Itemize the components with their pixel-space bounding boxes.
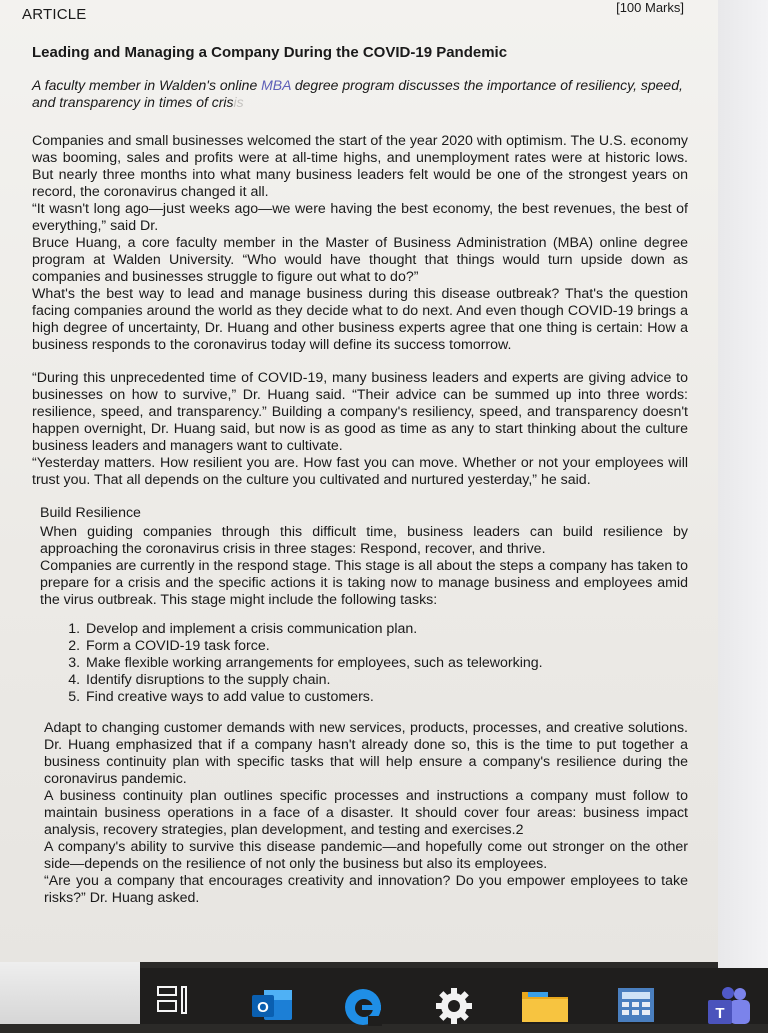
lede-faded: is	[233, 94, 244, 110]
article-title: Leading and Managing a Company During the COVID-19 Pandemic	[32, 44, 508, 61]
paragraph: Companies and small businesses welcomed the start of the year 2020 with optimism. The U.S. economy was booming, sales and profits were at all-time highs, and unemployment rates were at historic lows. But nearly three months into what many business leaders felt would be one of the strongest years on record, the coronavirus changed it all.	[32, 133, 688, 200]
article-lede	[32, 77, 688, 111]
marks-label: [100 Marks]	[616, 0, 684, 15]
section-heading: Build Resilience	[40, 505, 141, 521]
edge-icon[interactable]	[342, 986, 384, 1028]
file-explorer-icon[interactable]	[520, 986, 570, 1024]
task-view-icon[interactable]	[157, 986, 187, 1014]
calculator-icon[interactable]	[616, 986, 656, 1024]
paragraph: “Yesterday matters. How resilient you are. How fast you can move. Whether or not your employees will trust you. That all depends on the culture you cultivated and nurtured yesterday,” he said.	[32, 455, 688, 488]
svg-text:T: T	[715, 1005, 725, 1022]
settings-gear-icon[interactable]	[434, 986, 474, 1026]
paragraph: “Are you a company that encourages creativity and innovation? Do you empower employees to take risks?” Dr. Huang asked.	[44, 873, 688, 906]
paragraph: A company's ability to survive this disease pandemic—and hopefully come out stronger on the other side—depends on the resilience of not only the business but also its employees.	[44, 839, 688, 872]
paragraph: “It wasn't long ago—just weeks ago—we were having the best economy, the best revenues, the best of everything,” said Dr.	[32, 201, 688, 234]
outlook-icon[interactable]	[250, 986, 294, 1024]
document-header	[22, 0, 688, 32]
paragraph: Companies are currently in the respond stage. This stage is all about the steps a company has taken to prepare for a crisis and the specific actions it is taking now to manage business and employees amid the virus outbreak. This stage might include the following tasks:	[40, 558, 689, 608]
monitor-bezel-left	[0, 960, 140, 1024]
article-label: ARTICLE	[22, 6, 87, 23]
list-item: 1. Develop and implement a crisis communication plan.	[84, 621, 688, 638]
lede-mba: MBA	[261, 77, 291, 93]
paragraph: Bruce Huang, a core faculty member in the Master of Business Administration (MBA) online degree program at Walden University. “Who would have thought that things would turn upside down as companies and businesses struggle to figure out what to do?”	[32, 235, 688, 285]
paragraph: When guiding companies through this difficult time, business leaders can build resilience by approaching the coronavirus crisis in three stages: Respond, recover, and thrive.	[40, 524, 688, 557]
lede-text-1: A faculty member in Walden's online	[32, 77, 262, 93]
task-list	[22, 621, 688, 706]
paragraph: A business continuity plan outlines specific processes and instructions a company must follow to maintain business operations in a face of a disaster. It should cover four areas: business impact analysis, recovery strategies, plan development, and testing and exercises.2	[44, 788, 688, 838]
paragraph: “During this unprecedented time of COVID-19, many business leaders and experts are giving advice to businesses on how to survive,” Dr. Huang said. “Their advice can be summed up into three words: resilience, speed, and transparency.” Building a company's resiliency, speed, and transparency doesn't happen overnight, Dr. Huang said, but now is as good as time as any to start thinking about the culture business leaders and managers want to cultivate.	[32, 370, 688, 454]
paragraph: Adapt to changing customer demands with new services, products, processes, and creative solutions. Dr. Huang emphasized that if a company hasn't already done so, this is the time to put together a business continuity plan with specific tasks that will help ensure a company's resilience during the coronavirus pandemic.	[44, 720, 688, 787]
list-item: 3. Make flexible working arrangements for employees, such as teleworking.	[84, 655, 688, 672]
list-item: 4. Identify disruptions to the supply chain.	[84, 672, 688, 689]
list-item: 5. Find creative ways to add value to customers.	[84, 689, 688, 706]
list-item: 2. Form a COVID-19 task force.	[84, 638, 688, 655]
lede-text-2: degree program discusses the importance of resiliency, speed, and transparency in times of cris	[32, 77, 683, 110]
paragraph: What's the best way to lead and manage business during this disease outbreak? That's the question facing companies around the world as they decide what to do next. And even though COVID-19 brings a high degree of uncertainty, Dr. Huang and other business experts agree that one thing is certain: How a business responds to the coronavirus today will define its success tomorrow.	[32, 286, 688, 353]
monitor-bezel-right	[718, 0, 768, 1024]
teams-icon[interactable]	[706, 986, 752, 1026]
svg-text:O: O	[257, 999, 269, 1016]
